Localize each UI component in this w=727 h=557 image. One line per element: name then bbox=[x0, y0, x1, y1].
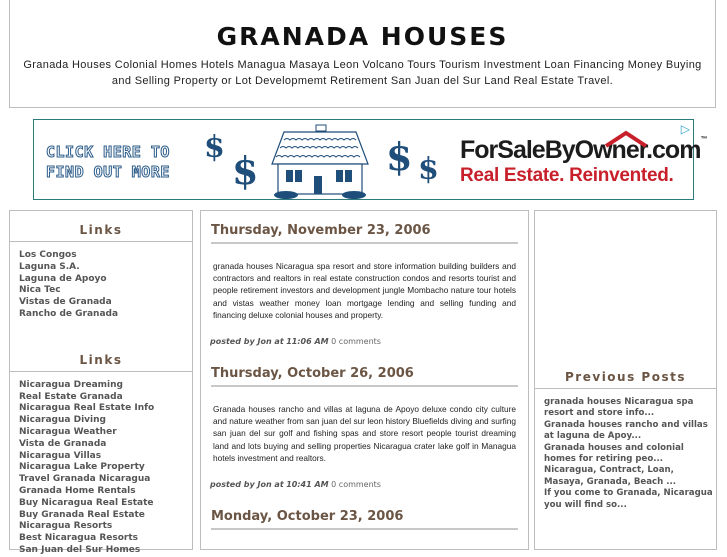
link-item[interactable] bbox=[19, 250, 192, 262]
link-item[interactable] bbox=[19, 380, 192, 392]
link-item[interactable] bbox=[19, 415, 192, 427]
post bbox=[201, 366, 528, 489]
links-heading-2: Links bbox=[79, 352, 123, 367]
links-list-2 bbox=[10, 372, 192, 557]
previous-posts-list bbox=[535, 389, 716, 511]
link-los-congos[interactable]: Los Congos bbox=[19, 250, 77, 260]
link[interactable]: Nicaragua Diving bbox=[19, 415, 106, 426]
link-item[interactable] bbox=[19, 545, 192, 557]
trademark-symbol: ™ bbox=[700, 136, 707, 143]
link-item[interactable] bbox=[19, 533, 192, 545]
links-list bbox=[10, 242, 192, 321]
blog-description: Granada Houses Colonial Homes Hotels Managua Masaya Leon Volcano Tours Tourism Investment Loan Financing Money Buying and Selling Property or Lot Developmemt Retirement San Juan del Sur Land Real Estate Travel. bbox=[23, 59, 702, 87]
link-item[interactable] bbox=[19, 392, 192, 404]
link[interactable]: Real Estate Granada bbox=[19, 391, 123, 402]
dollar-sign-icon: $ bbox=[204, 130, 225, 165]
dollar-sign-icon: $ bbox=[386, 134, 413, 179]
posted-by: posted by Jon at bbox=[210, 480, 284, 490]
previous-post-item[interactable] bbox=[544, 397, 716, 420]
link[interactable]: San Juan del Sur Homes bbox=[19, 544, 141, 555]
previous-post-link[interactable]: Nicaragua, Contract, Loan, Masaya, Granada, Beach ... bbox=[544, 465, 677, 487]
link-item[interactable] bbox=[19, 521, 192, 533]
previous-post-link[interactable]: Granada houses rancho and villas at laguna de Apoy... bbox=[544, 419, 708, 442]
previous-post-item[interactable] bbox=[544, 488, 716, 511]
link-item[interactable] bbox=[19, 451, 192, 463]
blog-title[interactable]: GRANADA HOUSES bbox=[216, 22, 509, 51]
post-body: granada houses Nicaragua spa resort and store information building builders and contractors and realtors in real estate construction condos and resorts tourist and people retirement investors and development jungle Mombacho nature tour hotels and vistas weather money loan mortgage lending and selling funding and financing deluxe colonial houses and property. bbox=[213, 261, 516, 320]
link-item[interactable] bbox=[19, 274, 192, 286]
link-item[interactable] bbox=[19, 285, 192, 297]
link-item[interactable] bbox=[19, 439, 192, 451]
post-date: Thursday, November 23, 2006 bbox=[211, 223, 518, 244]
adchoices-icon[interactable]: ▷ bbox=[680, 122, 690, 136]
post-date: Monday, October 23, 2006 bbox=[211, 509, 518, 530]
link[interactable]: Best Nicaragua Resorts bbox=[19, 533, 139, 544]
post-date: Thursday, October 26, 2006 bbox=[211, 366, 518, 387]
ad-cta-line1: CLICK HERE TO bbox=[46, 143, 170, 161]
link-item[interactable] bbox=[19, 510, 192, 522]
house-illustration-icon bbox=[262, 124, 382, 200]
post-body: Granada houses rancho and villas at laguna de Apoyo deluxe condo city culture and nature weather from san juan del sur leon history Bluefields diving and surfing san juan del sur golf and fishing spas and store resort people tourist dreaming land and lots buying and selling properties Nicaragua crater lake golf in Managua hotels investment and realtors. bbox=[213, 404, 516, 463]
post bbox=[201, 509, 528, 530]
right-sidebar bbox=[534, 210, 717, 550]
posted-by: posted by Jon at bbox=[210, 337, 284, 347]
link-nica-tec[interactable]: Nica Tec bbox=[19, 285, 61, 296]
link-item[interactable] bbox=[19, 498, 192, 510]
post-permalink[interactable]: 11:06 AM bbox=[286, 337, 329, 347]
link-vistas-de-granada[interactable]: Vistas de Granada bbox=[19, 297, 112, 308]
ad-brand[interactable] bbox=[460, 136, 706, 187]
link[interactable]: Nicaragua Real Estate Info bbox=[19, 403, 155, 414]
link-item[interactable] bbox=[19, 297, 192, 309]
previous-post-link[interactable]: If you come to Granada, Nicaragua you will find so... bbox=[544, 488, 713, 510]
link-item[interactable] bbox=[19, 403, 192, 415]
comments-link[interactable]: 0 comments bbox=[331, 480, 381, 490]
previous-post-link[interactable]: granada houses Nicaragua spa resort and store info... bbox=[544, 397, 694, 419]
links-heading: Links bbox=[79, 223, 123, 237]
link[interactable]: Nicaragua Dreaming bbox=[19, 379, 123, 390]
link[interactable]: Nicaragua Lake Property bbox=[19, 462, 145, 473]
link-item[interactable] bbox=[19, 309, 192, 321]
link-rancho-de-granada[interactable]: Rancho de Granada bbox=[19, 308, 119, 319]
link[interactable]: Granada Home Rentals bbox=[19, 485, 136, 496]
post-footer bbox=[210, 480, 528, 489]
link[interactable]: Vista de Granada bbox=[19, 438, 107, 449]
ad-tagline: Real Estate. Reinvented. bbox=[460, 165, 674, 186]
link[interactable]: Buy Nicaragua Real Estate bbox=[19, 497, 154, 508]
post bbox=[201, 223, 528, 346]
roof-logo-icon bbox=[604, 130, 648, 148]
link[interactable]: Buy Granada Real Estate bbox=[19, 509, 145, 520]
previous-post-item[interactable] bbox=[544, 420, 716, 443]
link-item[interactable] bbox=[19, 262, 192, 274]
link[interactable]: Nicaragua Resorts bbox=[19, 521, 113, 532]
previous-post-item[interactable] bbox=[544, 465, 716, 488]
blog-header bbox=[9, 0, 716, 108]
comments-link[interactable]: 0 comments bbox=[331, 337, 381, 347]
link[interactable]: Travel Granada Nicaragua bbox=[19, 474, 151, 485]
link-laguna-de-apoyo[interactable]: Laguna de Apoyo bbox=[19, 273, 107, 284]
dollar-sign-icon: $ bbox=[418, 152, 439, 187]
link[interactable]: Nicaragua Villas bbox=[19, 450, 102, 461]
previous-post-link[interactable]: Granada houses and colonial homes for retiring peo... bbox=[544, 442, 684, 465]
previous-post-item[interactable] bbox=[544, 443, 716, 466]
link-item[interactable] bbox=[19, 474, 192, 486]
previous-posts-heading: Previous Posts bbox=[565, 370, 686, 384]
ad-banner[interactable] bbox=[33, 119, 707, 200]
link-laguna-sa[interactable]: Laguna S.A. bbox=[19, 261, 80, 272]
link-item[interactable] bbox=[19, 462, 192, 474]
main-content bbox=[200, 210, 529, 550]
link-item[interactable] bbox=[19, 486, 192, 498]
ad-cta[interactable] bbox=[46, 142, 170, 182]
dollar-sign-icon: $ bbox=[232, 148, 259, 193]
link[interactable]: Nicaragua Weather bbox=[19, 426, 117, 437]
post-footer bbox=[210, 337, 528, 346]
link-item[interactable] bbox=[19, 427, 192, 439]
brand-name: ForSaleByOwner.com bbox=[460, 136, 701, 164]
left-sidebar bbox=[9, 210, 193, 555]
post-permalink[interactable]: 10:41 AM bbox=[286, 480, 329, 490]
ad-cta-line2: FIND OUT MORE bbox=[46, 163, 170, 181]
